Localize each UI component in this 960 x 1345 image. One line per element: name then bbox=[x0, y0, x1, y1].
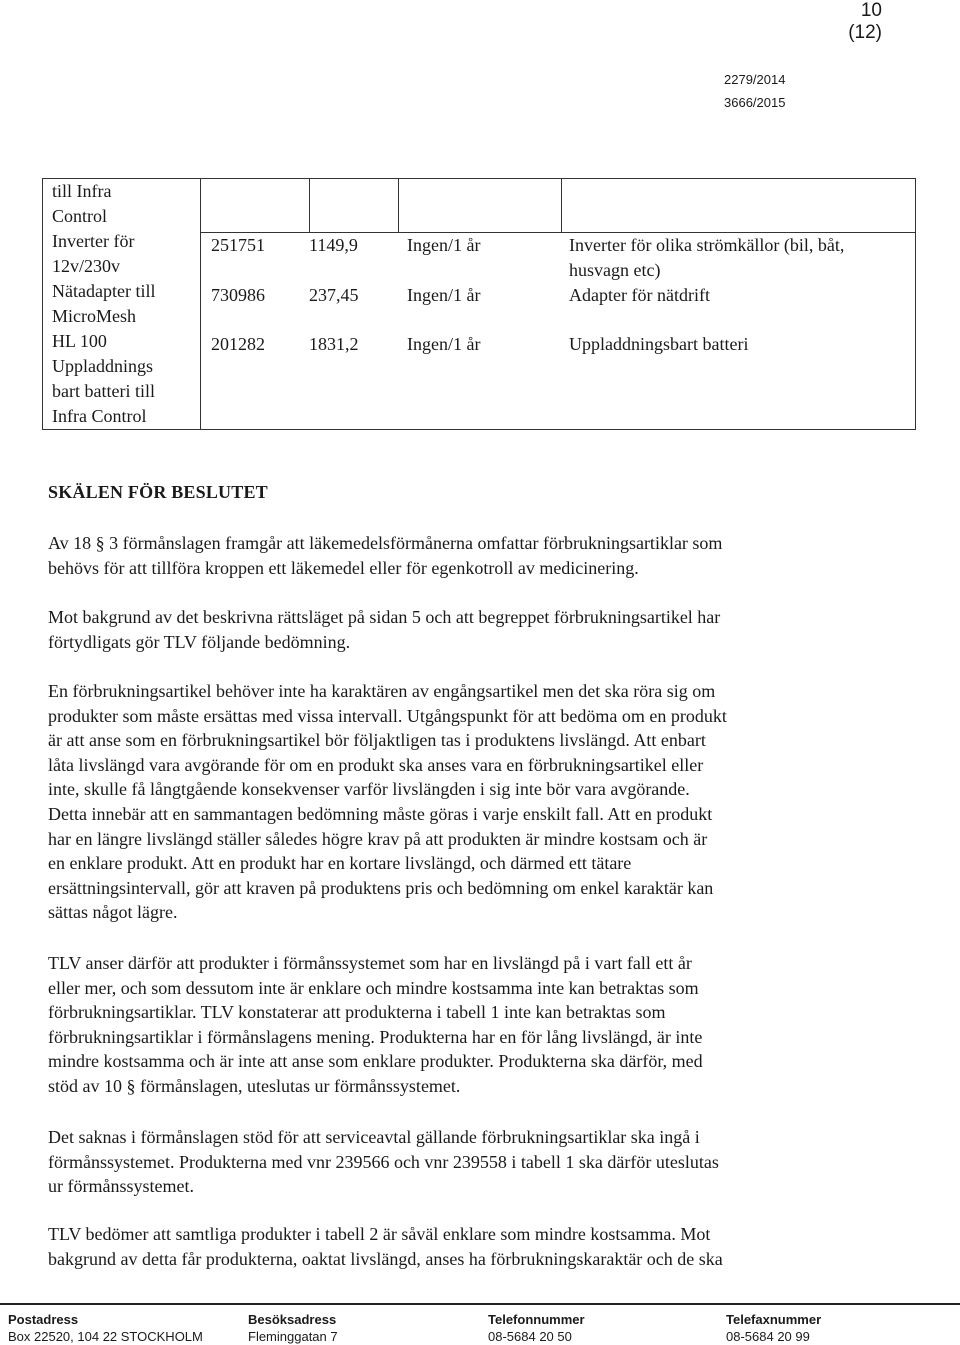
diary-number: 2279/2014 bbox=[724, 72, 786, 87]
description-line: Inverter för olika strömkällor (bil, båt, bbox=[569, 235, 845, 255]
footer-phone bbox=[488, 1311, 585, 1345]
paragraph-line: sättas något lägre. bbox=[48, 902, 178, 923]
product-name-line: Infra Control bbox=[52, 406, 147, 426]
product-name-line: MicroMesh bbox=[52, 306, 136, 326]
paragraph-line: förmånssystemet. Produkterna med vnr 239566 och vnr 239558 i tabell 1 ska därför uteslutas bbox=[48, 1151, 719, 1172]
paragraph bbox=[48, 951, 878, 1099]
product-rows-cell bbox=[201, 233, 916, 430]
product-name-line: HL 100 bbox=[52, 331, 107, 351]
paragraph-line: har en längre livslängd ställer således högre krav på att produkten är mindre kostsam och är bbox=[48, 828, 708, 849]
page-number-total: (12) bbox=[848, 22, 882, 43]
footer-label: Telefonnummer bbox=[488, 1312, 585, 1327]
paragraph bbox=[48, 1222, 878, 1271]
footer-label: Telefaxnummer bbox=[726, 1312, 822, 1327]
product-name-line: 12v/230v bbox=[52, 256, 121, 276]
footer-divider bbox=[0, 1303, 960, 1305]
footer-fax bbox=[726, 1311, 821, 1345]
paragraph-line: en enklare produkt. Att en produkt har en kortare livslängd, och därmed ett tätare bbox=[48, 853, 632, 874]
vnr-value: 251751 bbox=[211, 235, 265, 255]
paragraph-line: ur förmånssystemet. bbox=[48, 1176, 194, 1197]
product-row bbox=[201, 283, 915, 332]
paragraph bbox=[48, 1125, 878, 1199]
paragraph bbox=[48, 531, 878, 580]
price-value: 1831,2 bbox=[309, 334, 359, 354]
paragraph-line: mindre kostsamma och är inte att anse som enklare produkter. Produkterna ska därför, med bbox=[48, 1051, 703, 1072]
paragraph bbox=[48, 679, 878, 925]
paragraph-line: Det saknas i förmånslagen stöd för att serviceavtal gällande förbrukningsartiklar ska ingå i bbox=[48, 1127, 700, 1147]
paragraph-line: bakgrund av detta får produkterna, oaktat livslängd, anses ha förbrukningskaraktär och de ska bbox=[48, 1248, 723, 1269]
product-name-line: Inverter för bbox=[52, 231, 135, 251]
table-row bbox=[43, 179, 916, 233]
product-name-line: Control bbox=[52, 206, 108, 226]
description-value bbox=[569, 233, 915, 283]
vnr-value: 201282 bbox=[211, 334, 265, 354]
section-heading: SKÄLEN FÖR BESLUTET bbox=[48, 482, 268, 502]
footer-visiting-address bbox=[248, 1311, 338, 1345]
product-table bbox=[42, 178, 916, 430]
footer-value: Box 22520, 104 22 STOCKHOLM bbox=[8, 1329, 203, 1344]
paragraph-line: En förbrukningsartikel behöver inte ha karaktären av engångsartikel men det ska röra sig om bbox=[48, 681, 716, 701]
paragraph-line: behövs för att tillföra kroppen ett läkemedel eller för egenkotroll av medicinering. bbox=[48, 557, 639, 578]
footer-value: 08-5684 20 50 bbox=[488, 1329, 572, 1344]
vnr-value: 730986 bbox=[211, 285, 265, 305]
product-name-line: till Infra bbox=[52, 181, 112, 201]
empty-cell bbox=[399, 179, 562, 233]
product-row bbox=[201, 233, 915, 283]
product-name-line: Uppladdnings bbox=[52, 356, 153, 376]
product-row bbox=[201, 332, 915, 404]
paragraph-line: Mot bakgrund av det beskrivna rättsläget på sidan 5 och att begreppet förbrukningsartikel har bbox=[48, 607, 721, 627]
paragraph-line: TLV bedömer att samtliga produkter i tabell 2 är såväl enklare som mindre kostsamma. Mot bbox=[48, 1224, 711, 1244]
diary-numbers bbox=[724, 68, 785, 114]
product-names-cell bbox=[43, 179, 201, 430]
empty-cell bbox=[310, 179, 399, 233]
footer-postal-address bbox=[8, 1311, 203, 1345]
product-name-line: Nätadapter till bbox=[52, 281, 156, 301]
description-line: husvagn etc) bbox=[569, 260, 661, 280]
paragraph-line: förbrukningsartiklar. TLV konstaterar att produkterna i tabell 1 inte kan betraktas som bbox=[48, 1002, 666, 1023]
paragraph-line: TLV anser därför att produkter i förmånssystemet som har en livslängd på i vart fall ett år bbox=[48, 953, 692, 973]
empty-cell bbox=[562, 179, 916, 233]
price-value: 237,45 bbox=[309, 285, 359, 305]
paragraph-line: Detta innebär att en sammantagen bedömning måste göras i varje enskilt fall. Att en produkt bbox=[48, 803, 713, 824]
paragraph-line: stöd av 10 § förmånslagen, uteslutas ur förmånssystemet. bbox=[48, 1075, 461, 1096]
paragraph-line: produkter som måste ersättas med vissa intervall. Utgångspunkt för att bedöma om en produkt bbox=[48, 705, 727, 726]
empty-cell bbox=[201, 179, 310, 233]
paragraph bbox=[48, 605, 878, 654]
paragraph-line: förtydligats gör TLV följande bedömning. bbox=[48, 631, 351, 652]
description-line: Adapter för nätdrift bbox=[569, 285, 710, 305]
diary-number: 3666/2015 bbox=[724, 95, 786, 110]
paragraph-line: inte, skulle få långtgående konsekvenser varför livslängden i sig inte bör vara avgörande. bbox=[48, 779, 690, 800]
product-name-line: bart batteri till bbox=[52, 381, 155, 401]
paragraph-line: förbrukningsartiklar i förmånslagens mening. Produkterna har en för lång livslängd, är inte bbox=[48, 1026, 703, 1047]
footer-label: Postadress bbox=[8, 1312, 79, 1327]
description-line: Uppladdningsbart batteri bbox=[569, 334, 749, 354]
paragraph-line: är att anse som en förbrukningsartikel bör följaktligen tas i produktens livslängd. Att enbart bbox=[48, 730, 706, 751]
subvention-value: Ingen/1 år bbox=[407, 235, 481, 255]
footer-label: Besöksadress bbox=[248, 1312, 337, 1327]
footer-value: Fleminggatan 7 bbox=[248, 1329, 338, 1344]
footer-value: 08-5684 20 99 bbox=[726, 1329, 810, 1344]
paragraph-line: Av 18 § 3 förmånslagen framgår att läkemedelsförmånerna omfattar förbrukningsartiklar som bbox=[48, 533, 723, 553]
page-number-current: 10 bbox=[860, 0, 882, 21]
description-value bbox=[569, 283, 915, 332]
paragraph-line: ersättningsintervall, gör att kraven på produktens pris och bedömning om enkel karaktär kan bbox=[48, 877, 714, 898]
page-number bbox=[848, 0, 882, 44]
paragraph-line: eller mer, och som dessutom inte är enklare och mindre kostsamma inte kan betraktas som bbox=[48, 977, 699, 998]
paragraph-line: låta livslängd vara avgörande för om en produkt ska anses vara en förbrukningsartikel eller bbox=[48, 754, 704, 775]
subvention-value: Ingen/1 år bbox=[407, 285, 481, 305]
subvention-value: Ingen/1 år bbox=[407, 334, 481, 354]
price-value: 1149,9 bbox=[309, 235, 358, 255]
description-value bbox=[569, 332, 915, 404]
